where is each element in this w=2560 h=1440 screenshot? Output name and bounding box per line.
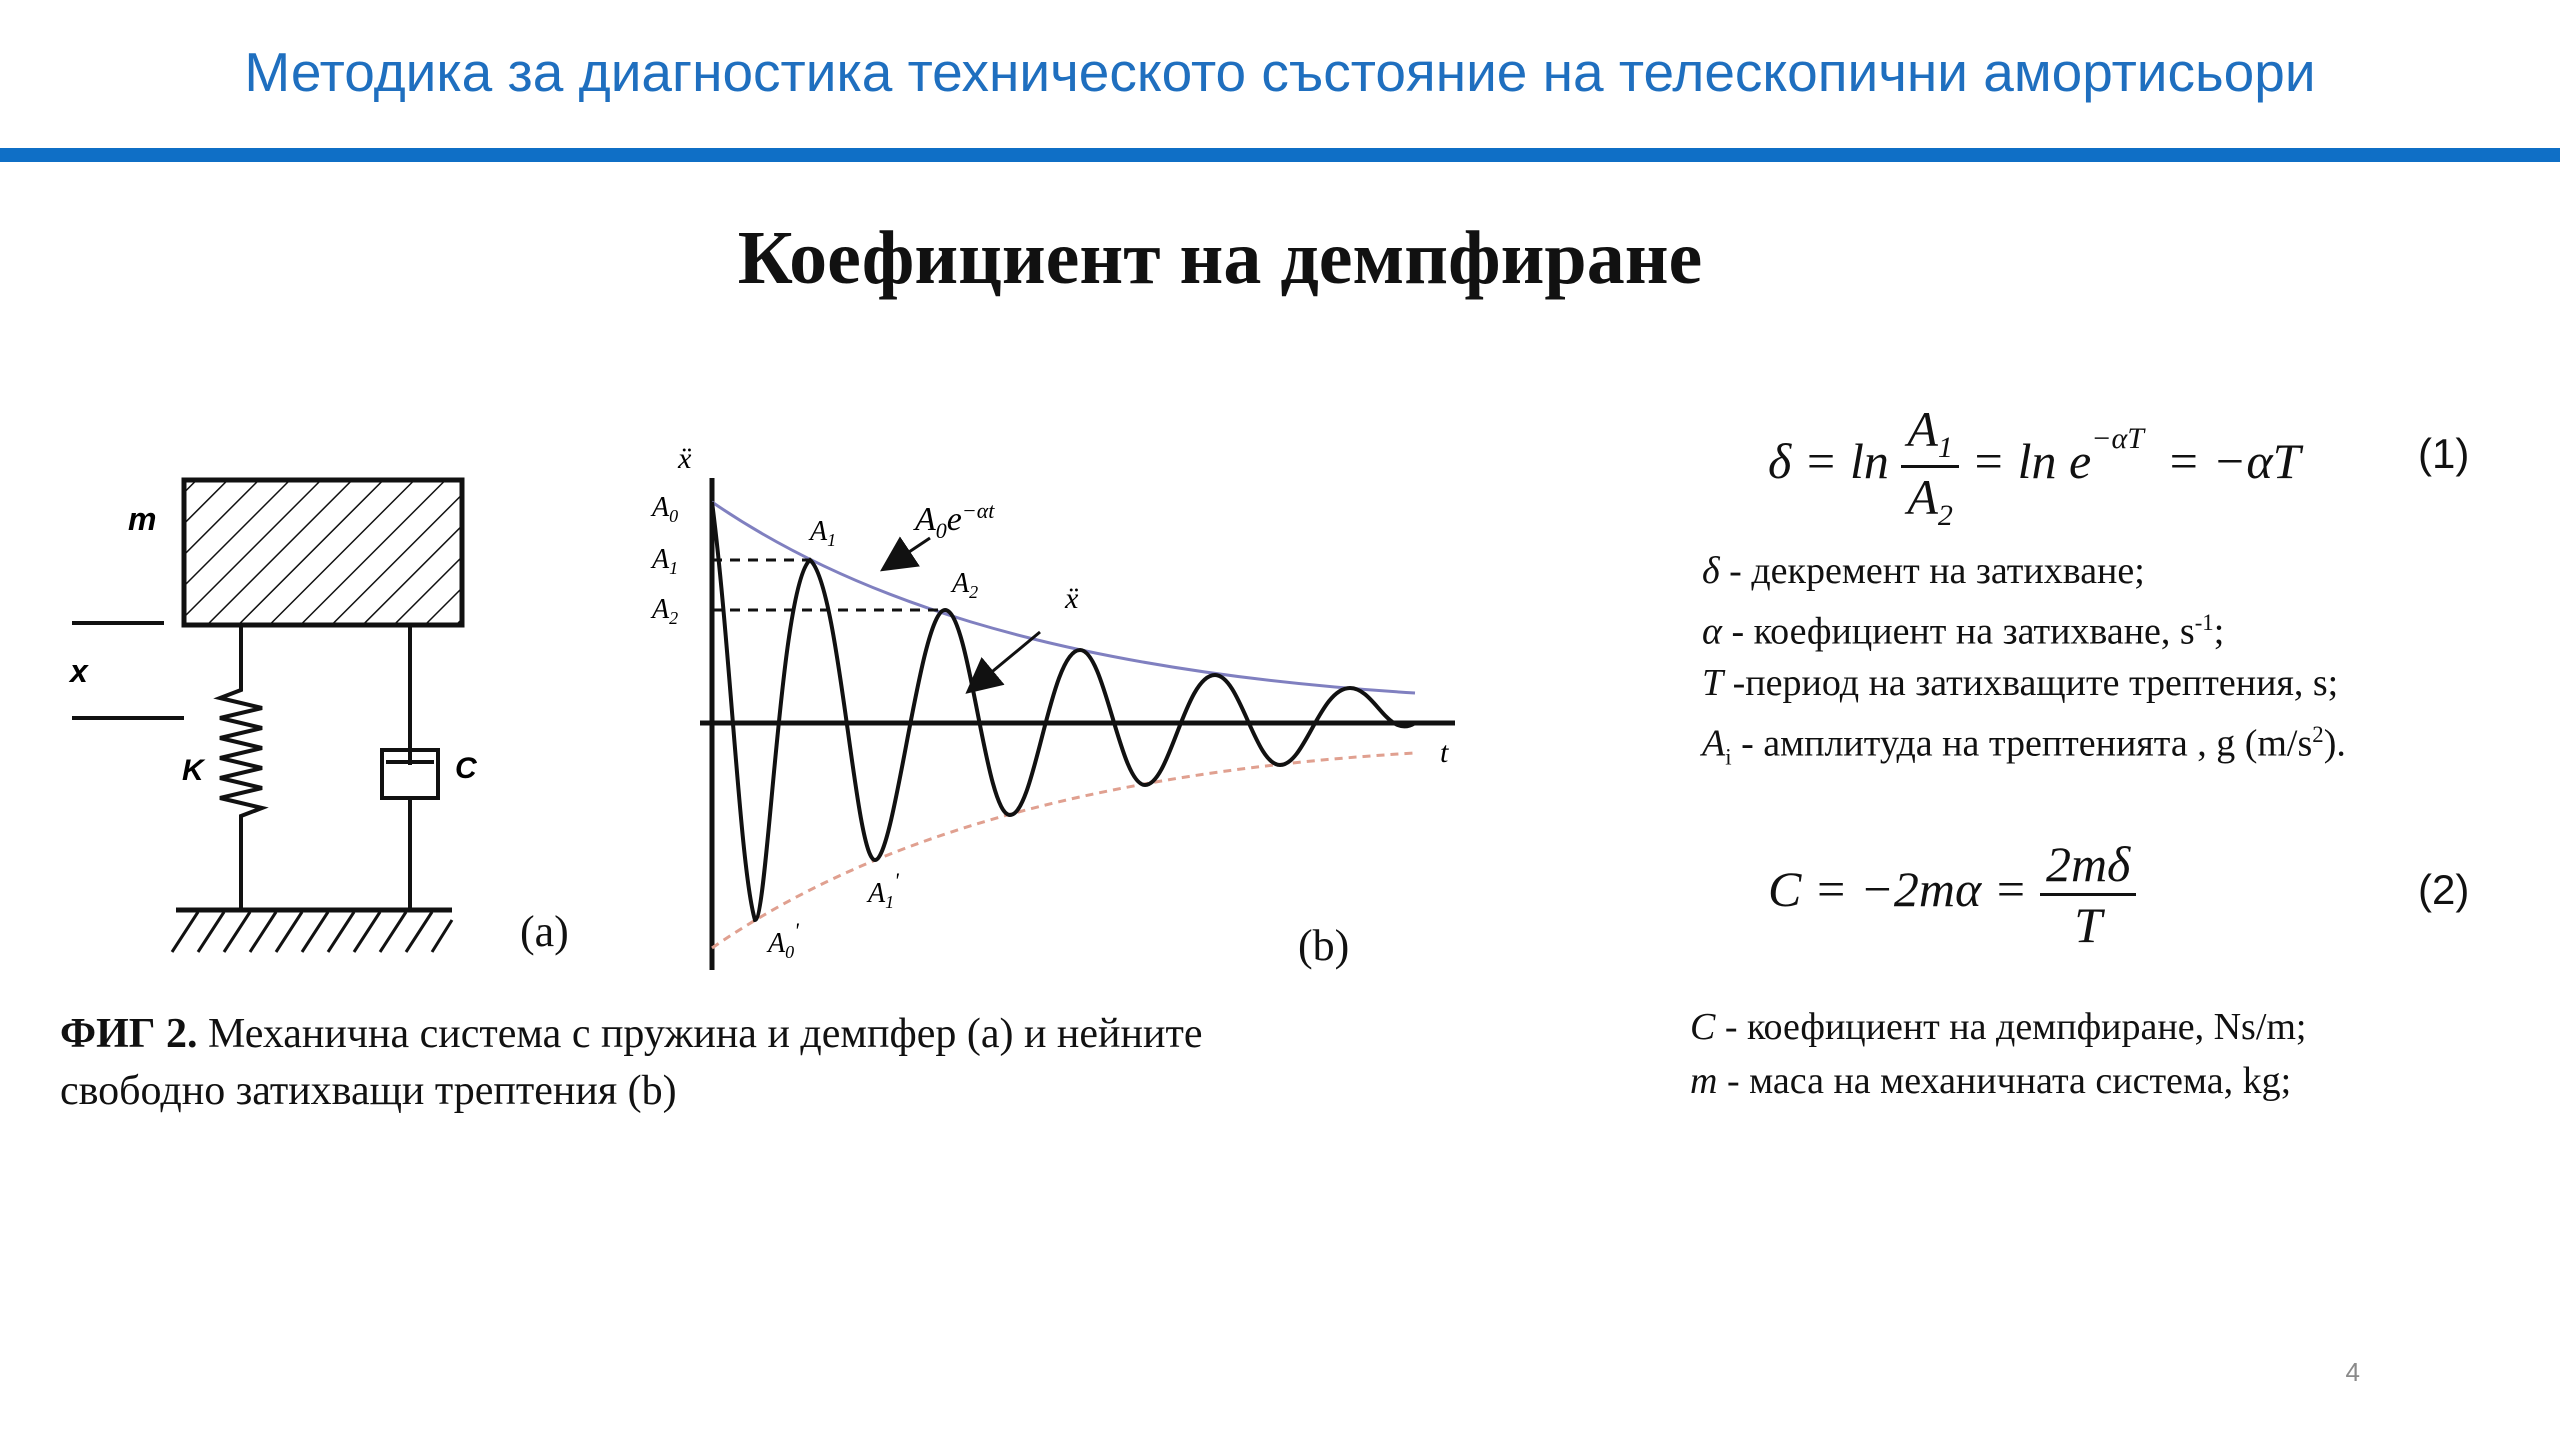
curve-label: ẍ	[1065, 582, 1079, 615]
legend-item: T -период на затихващите трептения, s;	[1702, 661, 2339, 704]
header	[0, 0, 2560, 150]
spring	[220, 625, 262, 910]
caption-bold: ФИГ 2.	[60, 1011, 198, 1057]
displacement-label: x	[70, 653, 88, 689]
legend-item: α - коефициент на затихване, $s^{-1}$;	[1702, 610, 2225, 653]
figure-b-label: (b)	[1298, 921, 1350, 970]
legend-2	[1690, 1000, 2307, 1108]
formula-1: δ = ln $\frac{A_1}{A_2}$ = $\ln e^{-\alpha T} = -\alpha T$	[1768, 401, 2301, 532]
header-title: Методика за диагностика техническото състояние на телескопични амортисьори	[244, 41, 2316, 103]
ground-hatch	[172, 912, 452, 952]
equation-number-2: (2)	[2418, 866, 2470, 913]
figure-b-damped-oscillation	[640, 440, 1470, 980]
amp-label-a1: $A_1$	[652, 544, 679, 578]
spring-label: K	[182, 754, 204, 787]
peak-label-a2: $A_2$	[952, 568, 979, 602]
page-number: 4	[2345, 1357, 2360, 1387]
equation-number-1: (1)	[2418, 430, 2470, 477]
legend-item: $A_i$ - амплитуда на трептенията , g $(m/s^2)$.	[1702, 721, 2346, 769]
oscillation-curve	[712, 502, 1415, 920]
peak-label-a1: $A_1$	[810, 516, 837, 550]
envelope-label: $A_0e^{-\alpha t}$	[915, 498, 995, 543]
neg-label-a0: $A_0'$	[768, 918, 799, 962]
formula-2: C = −2mα = $\frac{2m\delta}{T}$	[1768, 835, 2136, 954]
amp-label-a2: $A_2$	[652, 594, 679, 628]
y-axis-label: ẍ	[678, 442, 692, 475]
damper-label: C	[455, 752, 477, 785]
header-divider	[0, 148, 2560, 162]
mass-label: m	[128, 501, 157, 537]
x-axis-label: t	[1440, 736, 1449, 769]
legend-item: δ - декремент на затихване;	[1702, 550, 2145, 592]
figure-a-label: (a)	[520, 907, 569, 956]
legend-item: m - маса на механичната система, kg;	[1690, 1060, 2292, 1102]
figure-caption	[60, 1006, 1260, 1120]
caption-text: Механична система с пружина и демпфер (а) и нейните свободно затихващи трептения (b)	[60, 1011, 1203, 1114]
amp-label-a0: $A_0$	[652, 492, 679, 526]
lower-envelope	[712, 753, 1415, 948]
figure-a-mass-spring-damper	[60, 460, 580, 980]
legend-1	[1702, 546, 2346, 782]
legend-item: C - коефициент на демпфиране, Ns/m;	[1690, 1006, 2307, 1048]
slide-title: Коефициент на демпфиране	[737, 216, 1703, 300]
mass-block	[184, 480, 462, 625]
neg-label-a1: $A_1'$	[868, 868, 899, 912]
